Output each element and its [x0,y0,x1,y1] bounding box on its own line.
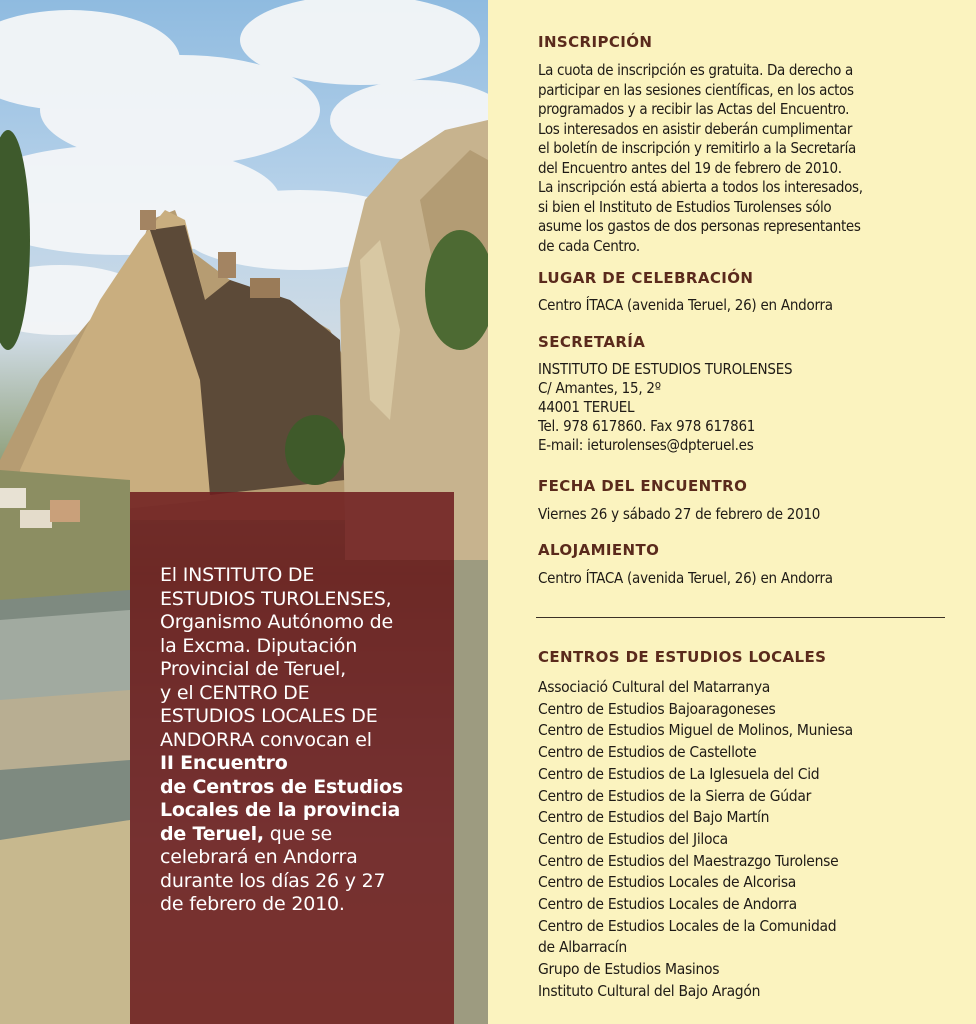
event-title-end: de Teruel, [160,822,264,845]
paragraph-line: La cuota de inscripción es gratuita. Da derecho a [538,61,853,79]
list-item: Centro de Estudios de la Sierra de Gúdar [538,786,811,805]
convocation-line: El INSTITUTO DE [160,564,315,586]
list-item: Associació Cultural del Matarranya [538,678,771,696]
list-item: Centro de Estudios Miguel de Molinos, Muniesa [538,721,853,740]
fecha-text: Viernes 26 y sábado 27 de febrero de 2010 [538,505,821,523]
section-divider [536,617,945,618]
list-item: Instituto Cultural del Bajo Aragón [538,981,761,1000]
convocation-line: celebrará en Andorra [160,846,358,868]
address-line: INSTITUTO DE ESTUDIOS TUROLENSES [538,360,793,378]
convocation-line: durante los días 26 y 27 [160,869,386,892]
centros-heading: CENTROS DE ESTUDIOS LOCALES [538,648,827,666]
lugar-heading: LUGAR DE CELEBRACIÓN [538,269,754,287]
convocation-line: Provincial de Teruel, [160,658,346,680]
paragraph-line: si bien el Instituto de Estudios Turolenses sólo [538,197,832,216]
address-line: 44001 TERUEL [538,398,635,416]
list-item: Grupo de Estudios Masinos [538,960,720,979]
paragraph-line: asume los gastos de dos personas representantes [538,217,861,235]
list-item: de Albarracín [538,938,627,957]
phone-fax-line: Tel. 978 617860. Fax 978 617861 [538,417,756,435]
convocation-line: de febrero de 2010. [160,893,345,915]
list-item: Centro de Estudios del Maestrazgo Turolense [538,851,839,870]
email-line: E-mail: ieturolenses@dpteruel.es [538,436,754,454]
convocation-box [130,492,454,1024]
paragraph-line: participar en las sesiones científicas, en los actos [538,80,854,99]
centros-list [538,677,853,1003]
event-title-line: II Encuentro [160,752,288,774]
paragraph-line: de cada Centro. [538,236,640,255]
list-item: Centro de Estudios del Jiloca [538,829,728,848]
list-item: Centro de Estudios de Castellote [538,743,757,762]
secretaria-heading: SECRETARÍA [538,333,646,351]
address-line: C/ Amantes, 15, 2º [538,379,661,397]
convocation-tail: que se [263,822,333,845]
list-item: Centro de Estudios Bajoaragoneses [538,699,776,718]
paragraph-line: La inscripción está abierta a todos los interesados, [538,178,863,196]
event-title-line-mixed [160,823,450,847]
convocation-line: y el CENTRO DE [160,681,310,704]
convocation-line: Organismo Autónomo de [160,611,394,633]
convocation-line: ANDORRA convocan el [160,728,372,751]
paragraph-line: el boletín de inscripción y remitirlo a la Secretaría [538,139,856,157]
lugar-text: Centro ÍTACA (avenida Teruel, 26) en Andorra [538,296,833,314]
list-item: Centro de Estudios Locales de la Comunidad [538,916,837,935]
inscripcion-heading: INSCRIPCIÓN [538,33,653,51]
list-item: Centro de Estudios del Bajo Martín [538,808,770,827]
inscripcion-text [538,61,863,256]
alojamiento-text: Centro ÍTACA (avenida Teruel, 26) en Andorra [538,569,833,587]
convocation-line: ESTUDIOS LOCALES DE [160,705,378,727]
info-panel [488,0,976,1024]
convocation-text [160,564,450,917]
paragraph-line: Los interesados en asistir deberán cumplimentar [538,119,853,138]
list-item: Centro de Estudios Locales de Alcorisa [538,873,797,892]
paragraph-line: programados y a recibir las Actas del Encuentro. [538,100,850,118]
event-title-line: Locales de la provincia [160,799,401,821]
convocation-line: ESTUDIOS TUROLENSES, [160,587,392,610]
list-item: Centro de Estudios Locales de Andorra [538,895,797,914]
event-title-line: de Centros de Estudios [160,775,403,798]
convocation-line: la Excma. Diputación [160,634,358,657]
list-item: Centro de Estudios de La Iglesuela del Cid [538,764,820,783]
secretaria-address [538,360,792,455]
fecha-heading: FECHA DEL ENCUENTRO [538,477,748,495]
paragraph-line: del Encuentro antes del 19 de febrero de 2010. [538,158,842,177]
alojamiento-heading: ALOJAMIENTO [538,541,660,559]
